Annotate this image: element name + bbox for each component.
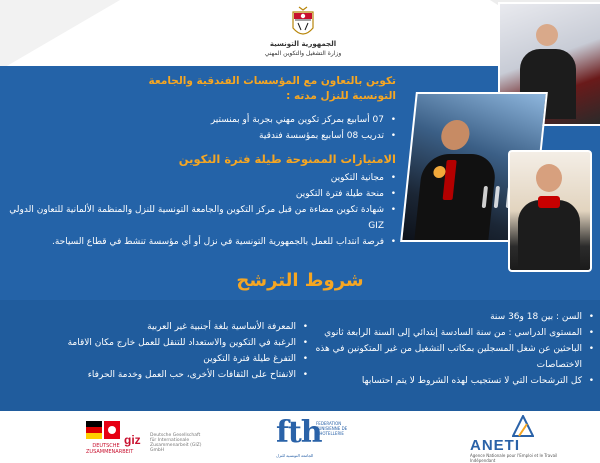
ministry-name: وزارة التشغيل والتكوين المهني (264, 50, 342, 57)
aneti-wordmark: ANETI (470, 437, 520, 454)
list-item: • الانفتاح على الثقافات الأخرى، حب العمل وخدمة الحرفاء (8, 367, 308, 383)
cooperation-title-line1: تكوين بالتعاون مع المؤسسات الفندقية والجامعة (148, 75, 396, 87)
cooperation-list (8, 112, 396, 144)
list-item: • مجانية التكوين (8, 170, 396, 186)
list-item: • كل الترشحات التي لا تستجيب لهذه الشروط لا يتم احتسابها (312, 373, 594, 389)
giz-logo (86, 421, 206, 461)
fth-logo (276, 415, 364, 461)
giz-wordmark: giz (124, 433, 141, 447)
fth-wordmark: fth (276, 415, 322, 450)
benefits-title: الامتيازات الممنوحة طيلة فترة التكوين (178, 152, 396, 166)
fth-description: FEDERATION TUNISIENNE DE L'HOTELLERIE (316, 421, 348, 436)
list-item: • التفرغ طيلة فترة التكوين (8, 351, 308, 367)
requirements-list-right (312, 309, 594, 389)
list-item: • الباحثين عن شغل المسجلين بمكاتب التشغيل من غير المتكونين في هذه الاختصاصات (312, 341, 594, 373)
person-head (536, 24, 558, 46)
list-item: • 07 أسابيع بمركز تكوين مهني بجربة أو بمنستير (8, 112, 396, 128)
requirements-list-left (8, 319, 308, 383)
chef-head (536, 164, 562, 192)
cooperation-title-line2: التونسية للنزل مدته : (286, 90, 396, 102)
list-item: • منحة طيلة فترة التكوين (8, 186, 396, 202)
waiter-head (440, 120, 471, 150)
list-item: • تدريب 08 أسابيع بمؤسسة فندقية (8, 128, 396, 144)
chef-collar (538, 196, 560, 208)
list-item: • المعرفة الأساسية بلغة أجنبية غير العربية (8, 319, 308, 335)
aneti-description: Agence Nationale pour l'Emploi et le Travail Indépendant (470, 453, 558, 463)
tunisia-emblem-icon (290, 6, 316, 40)
decorative-triangle-top-left (0, 0, 120, 70)
photo-chef (508, 150, 592, 272)
ministry-header (240, 40, 366, 58)
list-item: • السن : بين 18 و36 سنة (312, 309, 594, 325)
cooperation-section (8, 74, 396, 104)
aneti-emblem-icon (512, 415, 534, 437)
list-item: • فرصة انتداب للعمل بالجمهورية التونسية في نزل أو أي مؤسسة تنشط في قطاع السياحة. (8, 234, 396, 250)
country-name: الجمهورية التونسية (269, 40, 337, 48)
giz-description: Deutsche Gesellschaft für Internationale Zusammenarbeit (GIZ) GmbH (150, 433, 202, 453)
list-item: • شهادة تكوين مضاءة من قبل مركز التكوين والجامعة التونسية للنزل والمنظمة الألمانية للتعاون الدولي GIZ (8, 202, 396, 234)
chef-body (518, 200, 580, 270)
fth-arabic-name: الجامعة التونسية للنزل (276, 453, 314, 458)
footer-logos (0, 411, 600, 463)
requirements-title: شروط الترشح (236, 270, 364, 291)
giz-tagline: DEUTSCHE ZUSAMMENARBEIT (86, 443, 134, 455)
flags-icon (86, 421, 120, 439)
benefits-list (8, 170, 396, 250)
aneti-logo (470, 415, 560, 461)
wine-glass-icon (494, 186, 500, 208)
list-item: • الرغبة في التكوين والاستعداد للتنقل للعمل خارج مكان الاقامة (8, 335, 308, 351)
list-item: • المستوى الدراسي : من سنة السادسة إبتدائي إلى السنة الرابعة ثانوي (312, 325, 594, 341)
